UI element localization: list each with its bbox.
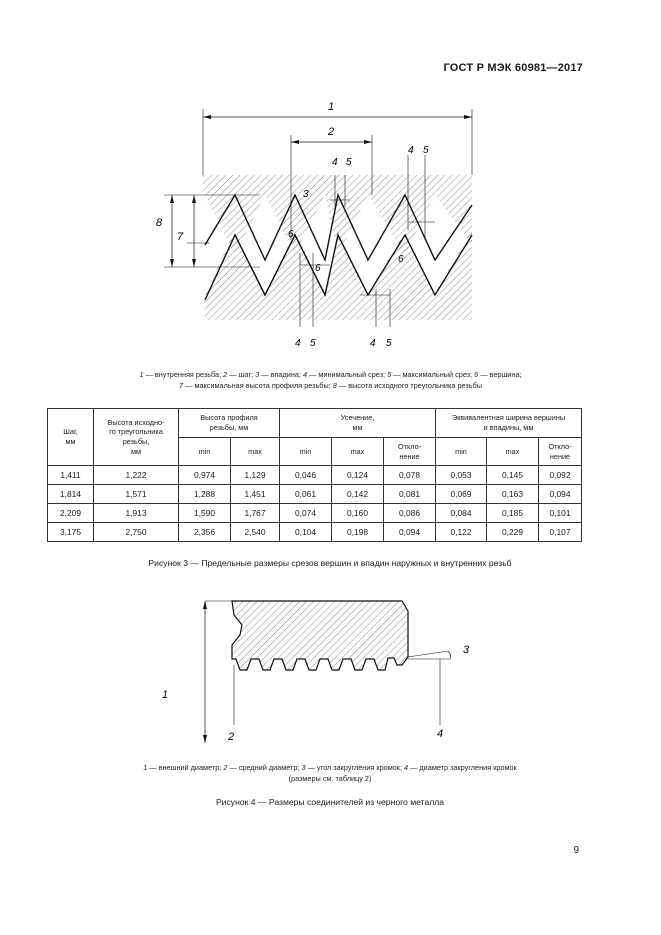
- fig4-callout-3: 3: [463, 644, 470, 656]
- callout-1: 1: [328, 101, 335, 113]
- table-row: 3,175 2,750 2,356 2,540 0,104 0,198 0,094 0,122 0,229 0,107: [48, 523, 582, 542]
- callout-4-bottom-left: 4: [295, 338, 301, 349]
- callout-5-bottom-left: 5: [310, 338, 316, 349]
- figure3-legend-line2: 7 — максимальная высота профиля резьбы; 8 — высота исходного треугольника резьбы: [179, 381, 482, 390]
- figure3-legend-line1: 1 — внутренняя резьба; 2 — шаг; 3 — впадина; 4 — минимальный срез; 5 — максимальный срез; 6 — вершина;: [139, 370, 522, 379]
- header-height: Высота исходно- го треугольника резьбы, мм: [94, 409, 179, 466]
- callout-6-right: 6: [398, 254, 404, 265]
- page-number: 9: [573, 845, 579, 856]
- header-pitch: Шаг, мм: [48, 409, 94, 466]
- callout-6-left: 6: [288, 229, 294, 240]
- figure4-legend-line1: 1 — внешний диаметр; 2 — средний диаметр; 3 — угол закругления кромок; 4 — диаметр закругления кромок: [143, 763, 517, 772]
- table-row: 1,814 1,571 1,288 1,451 0,061 0,142 0,081 0,069 0,163 0,094: [48, 485, 582, 504]
- callout-5-bottom-right: 5: [386, 338, 392, 349]
- table-row: 1,411 1,222 0,974 1,129 0,046 0,124 0,078 0,053 0,145 0,092: [48, 466, 582, 485]
- fig4-callout-2: 2: [228, 731, 235, 743]
- callout-5-top: 5: [346, 157, 352, 168]
- table-row: 2,209 1,913 1,590 1,767 0,074 0,160 0,086 0,084 0,185 0,101: [48, 504, 582, 523]
- figure4-legend: [40, 762, 620, 784]
- figure4-legend-line2: (размеры см. таблицу 2): [288, 774, 372, 783]
- header-profile: Высота профиля резьбы, мм: [179, 409, 280, 438]
- fig4-callout-4: 4: [437, 728, 444, 740]
- thread-dimensions-table: Шаг, мм Высота исходно- го треугольника резьбы, мм Высота профиля резьбы, мм Усечение, мм Эквивалентная ширина вершины и впадины, мм min max min max Откло- нение min max Откло- нение 1,411 1,222 0,974 1,129 0,046 0,124 0,078 0,053 0,145 0,092 1,814 1,571 1,288 1,451 0,061 0,142 0,081 0,069 0,163 0,094 2,209 1,913 1,590 1,767 0,074 0,160 0,086 0,084 0,185 0,101 3,175 2,750 2,356 2,540 0,104 0,198 0,094 0,122 0,229 0,107: [47, 408, 582, 542]
- fig4-callout-1: 1: [162, 689, 169, 701]
- standard-header: ГОСТ Р МЭК 60981—2017: [443, 62, 583, 74]
- callout-2: 2: [328, 126, 335, 138]
- callout-5-right: 5: [423, 145, 429, 156]
- figure4-connector-drawing: [150, 595, 500, 750]
- callout-4-bottom-right: 4: [370, 338, 376, 349]
- header-truncation: Усечение, мм: [280, 409, 436, 438]
- figure3-legend: [50, 369, 611, 391]
- callout-6-mid: 6: [315, 263, 321, 274]
- callout-7: 7: [177, 231, 184, 243]
- figure3-thread-profile: [150, 95, 490, 355]
- callout-4-right: 4: [408, 145, 414, 156]
- callout-4-top: 4: [332, 157, 338, 168]
- header-width: Эквивалентная ширина вершины и впадины, мм: [436, 409, 582, 438]
- figure3-caption: Рисунок 3 — Предельные размеры срезов вершин и впадин наружных и внутренних резьб: [148, 558, 512, 568]
- figure4-caption: Рисунок 4 — Размеры соединителей из черного металла: [215, 797, 445, 807]
- callout-8: 8: [156, 217, 163, 229]
- callout-3: 3: [303, 189, 309, 200]
